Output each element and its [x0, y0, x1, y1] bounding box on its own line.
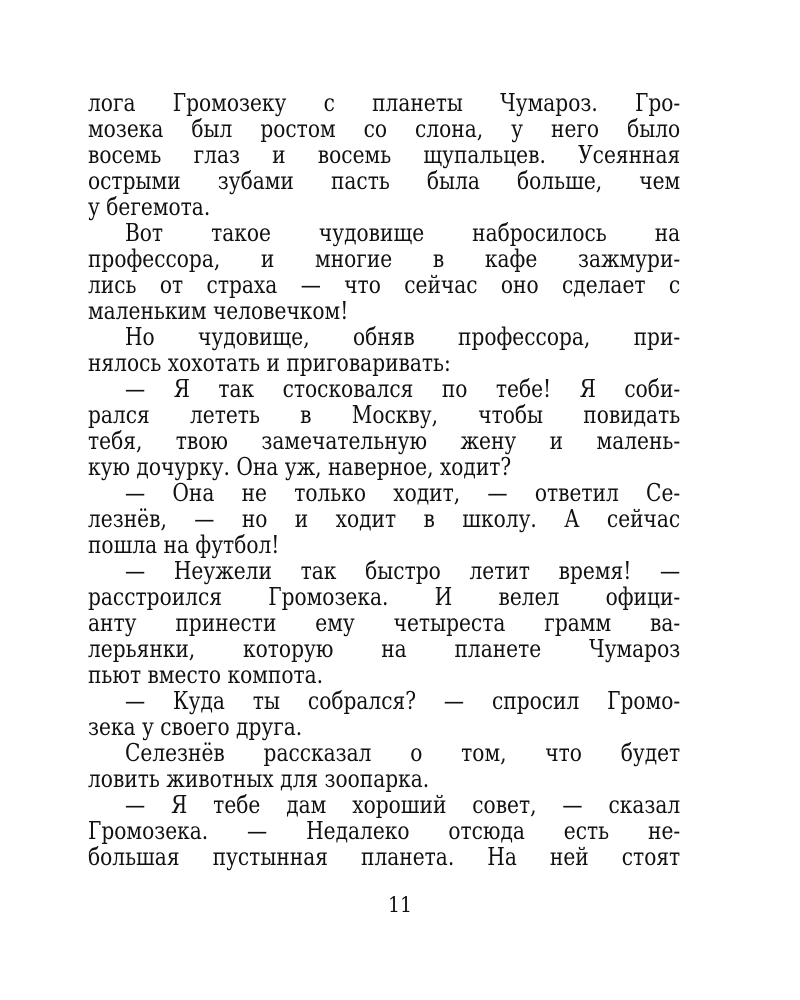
- text-line: зека у своего друга.: [88, 713, 303, 741]
- text-line: у бегемота.: [88, 193, 211, 221]
- text-line: пошла на футбол!: [88, 531, 280, 559]
- body-text: [88, 90, 680, 870]
- text-line: острыми зубами пасть была больше, чем: [88, 167, 681, 195]
- text-line: ловить животных для зоопарка.: [88, 765, 430, 793]
- text-line: расстроился Громозека. И велел офици-: [88, 583, 681, 611]
- text-line: Вот такое чудовище набросилось на: [124, 219, 681, 247]
- text-line: мозека был ростом со слона, у него было: [88, 115, 681, 143]
- text-line: — Куда ты собрался? — спросил Громо-: [124, 687, 681, 715]
- page-number: 11: [387, 893, 413, 917]
- text-line: кую дочурку. Она уж, наверное, ходит?: [88, 453, 512, 481]
- text-line: Но чудовище, обняв профессора, при-: [124, 323, 681, 351]
- text-line: пьют вместо компота.: [88, 661, 324, 689]
- text-line: лезнёв, — но и ходит в школу. А сейчас: [88, 505, 681, 533]
- text-line: — Я так стосковался по тебе! Я соби-: [124, 375, 681, 403]
- text-line: маленьким человечком!: [88, 297, 349, 325]
- text-line: лерьянки, которую на планете Чумароз: [88, 635, 681, 663]
- text-line: лога Громозеку с планеты Чумароз. Гро-: [88, 89, 681, 117]
- text-line: анту принести ему четыреста грамм ва-: [88, 609, 681, 637]
- text-line: Громозека. — Недалеко отсюда есть не-: [88, 817, 681, 845]
- text-line: Селезнёв рассказал о том, что будет: [124, 739, 681, 767]
- text-line: рался лететь в Москву, чтобы повидать: [88, 401, 681, 429]
- text-line: нялось хохотать и приговаривать:: [88, 349, 451, 377]
- text-line: большая пустынная планета. На ней стоят: [88, 843, 681, 871]
- text-line: восемь глаз и восемь щупальцев. Усеянная: [88, 141, 681, 169]
- text-line: профессора, и многие в кафе зажмури-: [88, 245, 681, 273]
- text-line: — Она не только ходит, — ответил Се-: [124, 479, 681, 507]
- text-line: — Я тебе дам хороший совет, — сказал: [124, 791, 681, 819]
- text-line: тебя, твою замечательную жену и малень-: [88, 427, 681, 455]
- text-line: — Неужели так быстро летит время! —: [124, 557, 681, 585]
- text-line: лись от страха — что сейчас оно сделает с: [88, 271, 681, 299]
